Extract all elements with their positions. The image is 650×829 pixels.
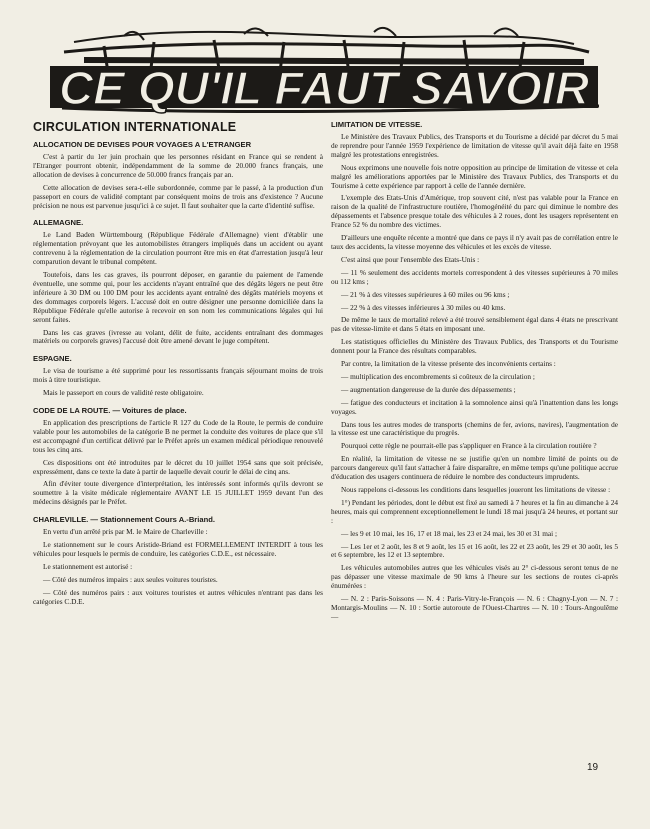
paragraph: — 11 % seulement des accidents mortels correspondent à des vitesses supérieures à 70 miles ou 112 kms ; [331,267,618,286]
paragraph: — 22 % à des vitesses inférieures à 30 miles ou 40 kms. [341,302,506,312]
paragraph: — fatigue des conducteurs et incitation à la somnolence ainsi qu'à l'inattention dans les longs voyages. [331,397,618,416]
paragraph: Le Land Baden Württembourg (République Fédérale d'Allemagne) vient d'établir une réglementation prévoyant que les automobilistes étrangers impliqués dans un accident ou ayant contrevenu à la réglementation de la circulation pourront être mis en état d'arrestation jusqu'à leur comparution devant le tribunal compétent. [33,230,323,267]
paragraph: Les véhicules automobiles autres que les véhicules visés au 2° ci-dessous seront tenus de ne pas dépasser une vitesse maximale de 90 kms à l'heure sur les sections de routes ci-après énumérées : [331,563,618,591]
paragraph: — les 9 et 10 mai, les 16, 17 et 18 mai, les 23 et 24 mai, les 30 et 31 mai ; [341,528,558,538]
paragraph: En réalité, la limitation de vitesse ne se justifie qu'en un nombre limité de points ou de parcours dangereux qu'il faut s'attacher à faire disparaître, en même temps qu'une politique accrue d'éducation des usagers continuera de réduire le nombre des conducteurs imprudents. [331,454,618,482]
paragraph: — Côté des numéros pairs : aux voitures touristes et autres véhicules n'entrant pas dans les catégories C.D.E. [33,587,323,606]
paragraph: En application des prescriptions de l'article R 127 du Code de la Route, le permis de conduire valable pour les automobiles de la catégorie B ne permet la conduite des voitures de place que s'il est accompagné d'un certificat délivré par le Préfet après un examen médical périodique renouvelé tous les cinq ans. [33,418,323,454]
left-column [33,120,323,611]
paragraph: Dans tous les autres modes de transports (chemins de fer, avions, navires), l'augmentation de la vitesse est une caractéristique du progrès. [331,419,618,438]
paragraph: Mais le passeport en cours de validité reste obligatoire. [43,388,204,398]
section-heading: CHARLEVILLE. — Stationnement Cours A.-Briand. [33,515,215,525]
paragraph: C'est ainsi que pour l'ensemble des Etats-Unis : [341,254,480,264]
paragraph: — Les 1er et 2 août, les 8 et 9 août, les 15 et 16 août, les 22 et 23 août, les 29 et 30 août, les 5 et 6 septembre, les 12 et 13 septembre. [331,541,618,560]
paragraph: — Côté des numéros impairs : aux seules voitures touristes. [43,574,218,584]
paragraph: Ces dispositions ont été introduites par le décret du 10 juillet 1954 sans que soit précisée, expressément, dans ce texte la date à partir de laquelle devait courir le délai de cinq ans. [33,457,323,476]
section-heading: ALLOCATION DE DEVISES POUR VOYAGES A L'ETRANGER [33,140,252,149]
paragraph: En vertu d'un arrêté pris par M. le Maire de Charleville : [43,527,208,537]
paragraph: L'exemple des Etats-Unis d'Amérique, trop souvent cité, n'est pas valable pour la France en raison de la qualité de l'infrastructure routière, l'homogénéité du parc qui diminue le nombre des dépassements et l'absence presque totale des véhicules à 2 roues, dont les usagers représentent en France 52 % du nombre des victimes. [331,193,618,230]
paragraph: Le Ministère des Travaux Publics, des Transports et du Tourisme a décidé par décret du 5 mai de reprendre pour l'année 1959 l'expérience de limitation de vitesse qu'il avait déjà faite en 1958 malgré les protestations enregistrées. [331,132,618,159]
paragraph: Pourquoi cette règle ne pourrait-elle pas s'appliquer en France à la circulation routière ? [341,441,597,451]
paragraph: — 21 % à des vitesses supérieures à 60 miles ou 96 kms ; [341,289,510,299]
main-heading: CIRCULATION INTERNATIONALE [33,120,237,134]
paragraph: — multiplication des encombrements si coûteux de la circulation ; [341,371,535,381]
paragraph: Nous rappelons ci-dessous les conditions dans lesquelles joueront les limitations de vitesse : [341,485,611,494]
paragraph: C'est à partir du 1er juin prochain que les personnes résidant en France qui se rendent à l'Etranger pourront obtenir, indépendamment de la somme de 20.000 francs français, une allocation de devises à concurrence de 50.000 francs français par an. [33,152,323,179]
paragraph: De même le taux de mortalité relevé a été trouvé sensiblement égal dans 4 états ne prescrivant pas de vitesse-limite et dans 5 états en imposant une. [331,315,618,334]
section-heading: LIMITATION DE VITESSE. [331,120,423,129]
section-heading: ALLEMAGNE. [33,218,84,228]
paragraph: Les statistiques officielles du Ministère des Travaux Publics, des Transports et du Tourisme donnent pour la France des résultats comparables. [331,337,618,356]
banner-title [44,22,604,118]
paragraph: Le visa de tourisme a été supprimé pour les ressortissants français séjournant moins de trois mois à titre touristique. [33,366,323,385]
paragraph: Cette allocation de devises sera-t-elle subordonnée, comme par le passé, à la production d'un passeport en cours de validité comptant par conséquent moins de trois ans d'existence ? Aucune précision ne nous est parvenue jusqu'ici à ce sujet. Il faut souhaiter que la carte d'identité suffise. [33,182,323,210]
paragraph: — N. 2 : Paris-Soissons — N. 4 : Paris-Vitry-le-François — N. 6 : Chagny-Lyon — N. 7 : Montargis-Moulins — N. 10 : Sortie autoroute de l'Ouest-Chartres — N. 10 : Tours-Angoulême — [331,594,618,621]
page-number: 19 [587,762,599,773]
paragraph: — augmentation dangereuse de la durée des dépassements ; [341,384,516,394]
right-column [331,120,618,626]
section-heading: CODE DE LA ROUTE. — Voitures de place. [33,406,187,416]
paragraph: Afin d'éviter toute divergence d'interprétation, les intéressés sont informés qu'ils devront se soumettre à la visite médicale réglementaire AVANT LE 15 JUILLET 1959 devant l'un des médecins désignés par le Préfet. [33,479,323,507]
paragraph: Par contre, la limitation de la vitesse présente des inconvénients certains : [341,359,556,369]
paragraph: Toutefois, dans les cas graves, ils pourront déposer, en garantie du paiement de l'amende éventuelle, une somme qui, pour les accidents n'ayant entraîné que des dégâts légers ne peut être inférieure à 30 DM ou 100 DM pour les accidents ayant entraîné des dégâts matériels moyens et des dommages corporels légers. L'accusé doit en outre désigner une personne domiciliée dans la République Fédérale qu'elle autorise à recevoir en son nom les communications légales qui lui seront faites. [33,270,323,324]
banner-text: CE QU'IL FAUT SAVOIR [59,62,589,114]
paragraph: Le stationnement est autorisé : [43,561,133,571]
paragraph: D'ailleurs une enquête récente a montré que dans ce pays il n'y avait pas de corrélation entre le taux des accidents, la vitesse moyenne des véhicules et les excès de vitesse. [331,233,618,251]
paragraph: 1°) Pendant les périodes, dont le début est fixé au samedi à 7 heures et la fin au dimanche à 24 heures, mais qui comprennent exceptionnellement le lundi 18 mai jusqu'à 24 heures, et portant sur : [331,497,618,525]
paragraph: Nous exprimons une nouvelle fois notre opposition au principe de limitation de vitesse et cela malgré les améliorations apportées par le Ministère des Travaux Publics, des Transports et du Tourisme à cette expérience par rapport à celle de l'année dernière. [331,162,618,190]
paragraph: Le stationnement sur le cours Aristide-Briand est FORMELLEMENT INTERDIT à tous les véhicules pour lesquels le permis de conduire, les catégories C.D.E., est nécessaire. [33,540,323,558]
section-heading: ESPAGNE. [33,354,72,364]
paragraph: Dans les cas graves (ivresse au volant, délit de fuite, accidents entraînant des dommages matériels ou corporels graves) l'accusé doit être amené devant le juge compétent. [33,327,323,346]
